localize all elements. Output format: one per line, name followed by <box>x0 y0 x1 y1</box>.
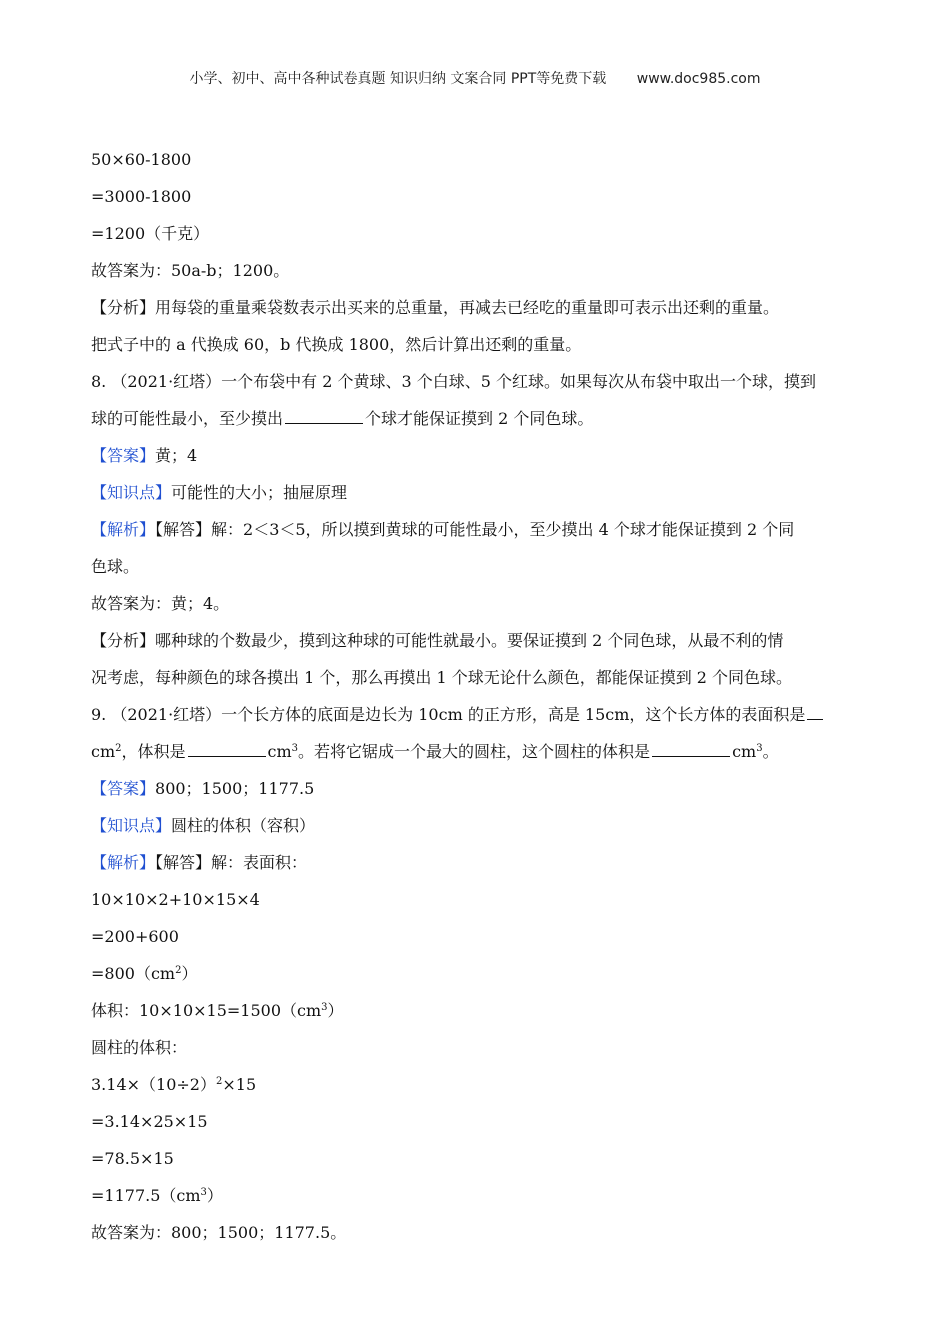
document-body <box>91 141 861 1251</box>
knowledge-value: 可能性的大小；抽屉原理 <box>171 483 348 502</box>
header-text: 小学、初中、高中各种试卷真题 知识归纳 文案合同 PPT等免费下载 <box>189 71 607 87</box>
cylinder-heading: 圆柱的体积： <box>91 1038 188 1057</box>
stem-text: 球的可能性最小，至少摸出 <box>91 409 284 428</box>
solution-text: 【解答】解：2＜3＜5，所以摸到黄球的可能性最小，至少摸出 4 个球才能保证摸到 2 个同 <box>155 520 795 539</box>
calc-text: =800（cm <box>91 964 176 983</box>
question-9-stem <box>91 696 861 733</box>
analysis-line: 把式子中的 a 代换成 60，b 代换成 1800，然后计算出还剩的重量。 <box>91 335 582 354</box>
question-8-solution <box>91 511 861 548</box>
answer-blank <box>652 742 730 757</box>
calc-line: 50×60-1800 <box>91 150 192 169</box>
calc-text: 3.14×（10÷2） <box>91 1075 216 1094</box>
question-8-knowledge <box>91 474 861 511</box>
unit-text: cm <box>91 742 116 761</box>
superscript: 2 <box>175 965 182 976</box>
knowledge-value: 圆柱的体积（容积） <box>171 816 316 835</box>
answer-blank <box>807 705 823 720</box>
superscript: 3 <box>200 1187 207 1198</box>
unit-text: cm <box>267 742 292 761</box>
calc-line: 10×10×2+10×15×4 <box>91 890 260 909</box>
answer-value: 800；1500；1177.5 <box>155 779 315 798</box>
superscript: 3 <box>756 743 763 754</box>
calc-text: ） <box>206 1186 223 1205</box>
stem-text: 个球才能保证摸到 2 个同色球。 <box>365 409 594 428</box>
calc-text: ） <box>181 964 198 983</box>
answer-tag: 【答案】 <box>91 446 156 465</box>
unit-text: cm <box>732 742 757 761</box>
calc-line: =3.14×25×15 <box>91 1112 208 1131</box>
question-9-solution <box>91 844 861 881</box>
header-site-link[interactable]: www.doc985.com <box>636 71 761 87</box>
solution-text: 【解答】解：表面积： <box>155 853 308 872</box>
volume-line <box>91 992 861 1029</box>
solution-tag: 【解析】 <box>91 520 156 539</box>
knowledge-tag: 【知识点】 <box>91 816 172 835</box>
superscript: 2 <box>115 743 122 754</box>
question-8-stem-cont <box>91 400 861 437</box>
page-header <box>0 68 950 88</box>
question-9-knowledge <box>91 807 861 844</box>
superscript: 3 <box>321 1002 328 1013</box>
question-8-answer <box>91 437 861 474</box>
calc-text: ×15 <box>222 1075 257 1094</box>
calc-text: 体积：10×10×15=1500（cm <box>91 1001 322 1020</box>
answer-line: 故答案为：50a-b；1200。 <box>91 261 290 280</box>
analysis-line: 况考虑，每种颜色的球各摸出 1 个，那么再摸出 1 个球无论什么颜色，都能保证摸到 2 个同色球。 <box>91 668 793 687</box>
superscript: 3 <box>291 743 299 754</box>
calc-line: =3000-1800 <box>91 187 192 206</box>
calc-line: =200+600 <box>91 927 179 946</box>
final-answer: 故答案为：黄；4。 <box>91 594 230 613</box>
answer-tag: 【答案】 <box>91 779 156 798</box>
calc-text: =1177.5（cm <box>91 1186 201 1205</box>
calc-line: =1200（千克） <box>91 224 210 243</box>
final-answer: 故答案为：800；1500；1177.5。 <box>91 1223 347 1242</box>
answer-value: 黄；4 <box>155 446 198 465</box>
solution-tag: 【解析】 <box>91 853 156 872</box>
superscript: 2 <box>215 1076 223 1087</box>
question-9-stem-cont <box>91 733 861 770</box>
knowledge-tag: 【知识点】 <box>91 483 172 502</box>
stem-text: 。若将它锯成一个最大的圆柱，这个圆柱的体积是 <box>298 742 651 761</box>
analysis-line: 【分析】哪种球的个数最少，摸到这种球的可能性就最小。要保证摸到 2 个同色球，从最不利的情 <box>91 631 784 650</box>
answer-blank <box>285 409 363 424</box>
calc-line: =78.5×15 <box>91 1149 174 1168</box>
solution-line: 色球。 <box>91 557 140 576</box>
question-8-stem: 8. （2021·红塔）一个布袋中有 2 个黄球、3 个白球、5 个红球。如果每次从布袋中取出一个球，摸到 <box>91 372 817 391</box>
question-9-answer <box>91 770 861 807</box>
stem-text: ，体积是 <box>121 742 186 761</box>
calc-text: ） <box>327 1001 344 1020</box>
calc-line <box>91 955 861 992</box>
stem-text: 9. （2021·红塔）一个长方体的底面是边长为 10cm 的正方形，高是 15cm，这个长方体的表面积是 <box>91 705 806 724</box>
analysis-line: 【分析】用每袋的重量乘袋数表示出买来的总重量，再减去已经吃的重量即可表示出还剩的重量。 <box>91 298 780 317</box>
answer-blank <box>188 742 266 757</box>
calc-line <box>91 1177 861 1214</box>
calc-line <box>91 1066 861 1103</box>
stem-text: 。 <box>762 742 779 761</box>
